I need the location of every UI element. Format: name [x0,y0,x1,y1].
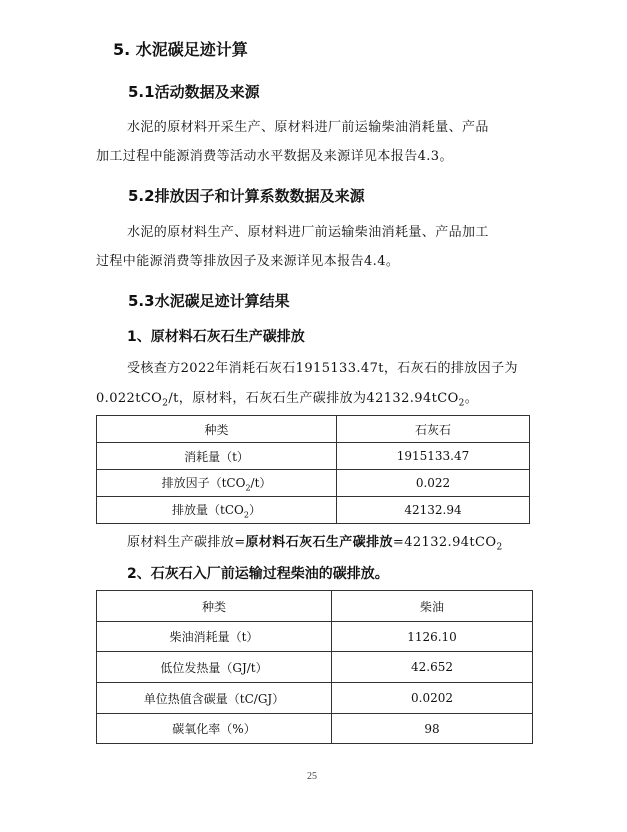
header-limestone: 石灰石 [337,416,530,443]
row-value-oxidation-rate: 98 [332,714,533,744]
summary-line [127,531,503,553]
subsection-1-line-2 [96,387,478,409]
table-row [97,714,533,744]
section-5-1-line-1: 水泥的原材料开采生产、原材料进厂前运输柴油消耗量、产品 [127,120,489,135]
section-5-3-title: 5.3水泥碳足迹计算结果 [128,292,290,310]
header-diesel: 柴油 [332,591,533,622]
section-5-1-title: 5.1活动数据及来源 [128,83,260,101]
limestone-table [96,415,530,524]
emission-text: /t，原材料，石灰石生产碳排放为42132.94tCO [168,391,459,406]
table-row [97,497,530,524]
section-5-2-line-1: 水泥的原材料生产、原材料进厂前运输柴油消耗量、产品加工 [127,225,489,240]
row-value-carbon-content: 0.0202 [332,683,533,714]
row-value-emission-factor: 0.022 [337,470,530,497]
subscript-2: 2 [458,398,465,409]
table-header-row [97,416,530,443]
subsection-1-line-1: 受核查方2022年消耗石灰石1915133.47t，石灰石的排放因子为 [127,361,518,376]
row-label-diesel-consumption: 柴油消耗量（t） [97,622,332,652]
section-5-2-title: 5.2排放因子和计算系数数据及来源 [128,187,365,205]
summary-bold: 原材料石灰石生产碳排放 [245,535,393,550]
section-5-1-line-2: 加工过程中能源消费等活动水平数据及来源详见本报告4.3。 [96,149,453,164]
header-type: 种类 [97,591,332,622]
diesel-table [96,590,533,744]
subscript-2: 2 [496,542,503,553]
table-row [97,622,533,652]
row-value-consumption: 1915133.47 [337,443,530,470]
table-row [97,470,530,497]
subscript-2: 2 [162,398,169,409]
row-label-oxidation-rate: 碳氧化率（%） [97,714,332,744]
summary-prefix: 原材料生产碳排放= [127,535,246,550]
row-label-emission-factor: 排放因子（tCO$_2$/t） [97,470,337,497]
table-row [97,652,533,683]
row-value-calorific-value: 42.652 [332,652,533,683]
table-row [97,443,530,470]
row-label-calorific-value: 低位发热量（GJ/t） [97,652,332,683]
header-type: 种类 [97,416,337,443]
summary-value: =42132.94tCO [392,535,497,550]
table-row [97,683,533,714]
row-label-consumption: 消耗量（t） [97,443,337,470]
row-label-emissions: 排放量（tCO$_2$） [97,497,337,524]
row-value-diesel-consumption: 1126.10 [332,622,533,652]
factor-text: 0.022tCO [96,391,163,406]
subsection-2-title: 2、石灰石入厂前运输过程柴油的碳排放。 [127,566,389,582]
row-value-emissions: 42132.94 [337,497,530,524]
period: 。 [464,391,479,406]
section-5-title: 5. 水泥碳足迹计算 [113,40,248,59]
row-label-carbon-content: 单位热值含碳量（tC/GJ） [97,683,332,714]
section-5-2-line-2: 过程中能源消费等排放因子及来源详见本报告4.4。 [96,254,400,269]
subsection-1-title: 1、原材料石灰石生产碳排放 [127,329,305,345]
table-header-row [97,591,533,622]
page-number: 25 [307,771,317,782]
